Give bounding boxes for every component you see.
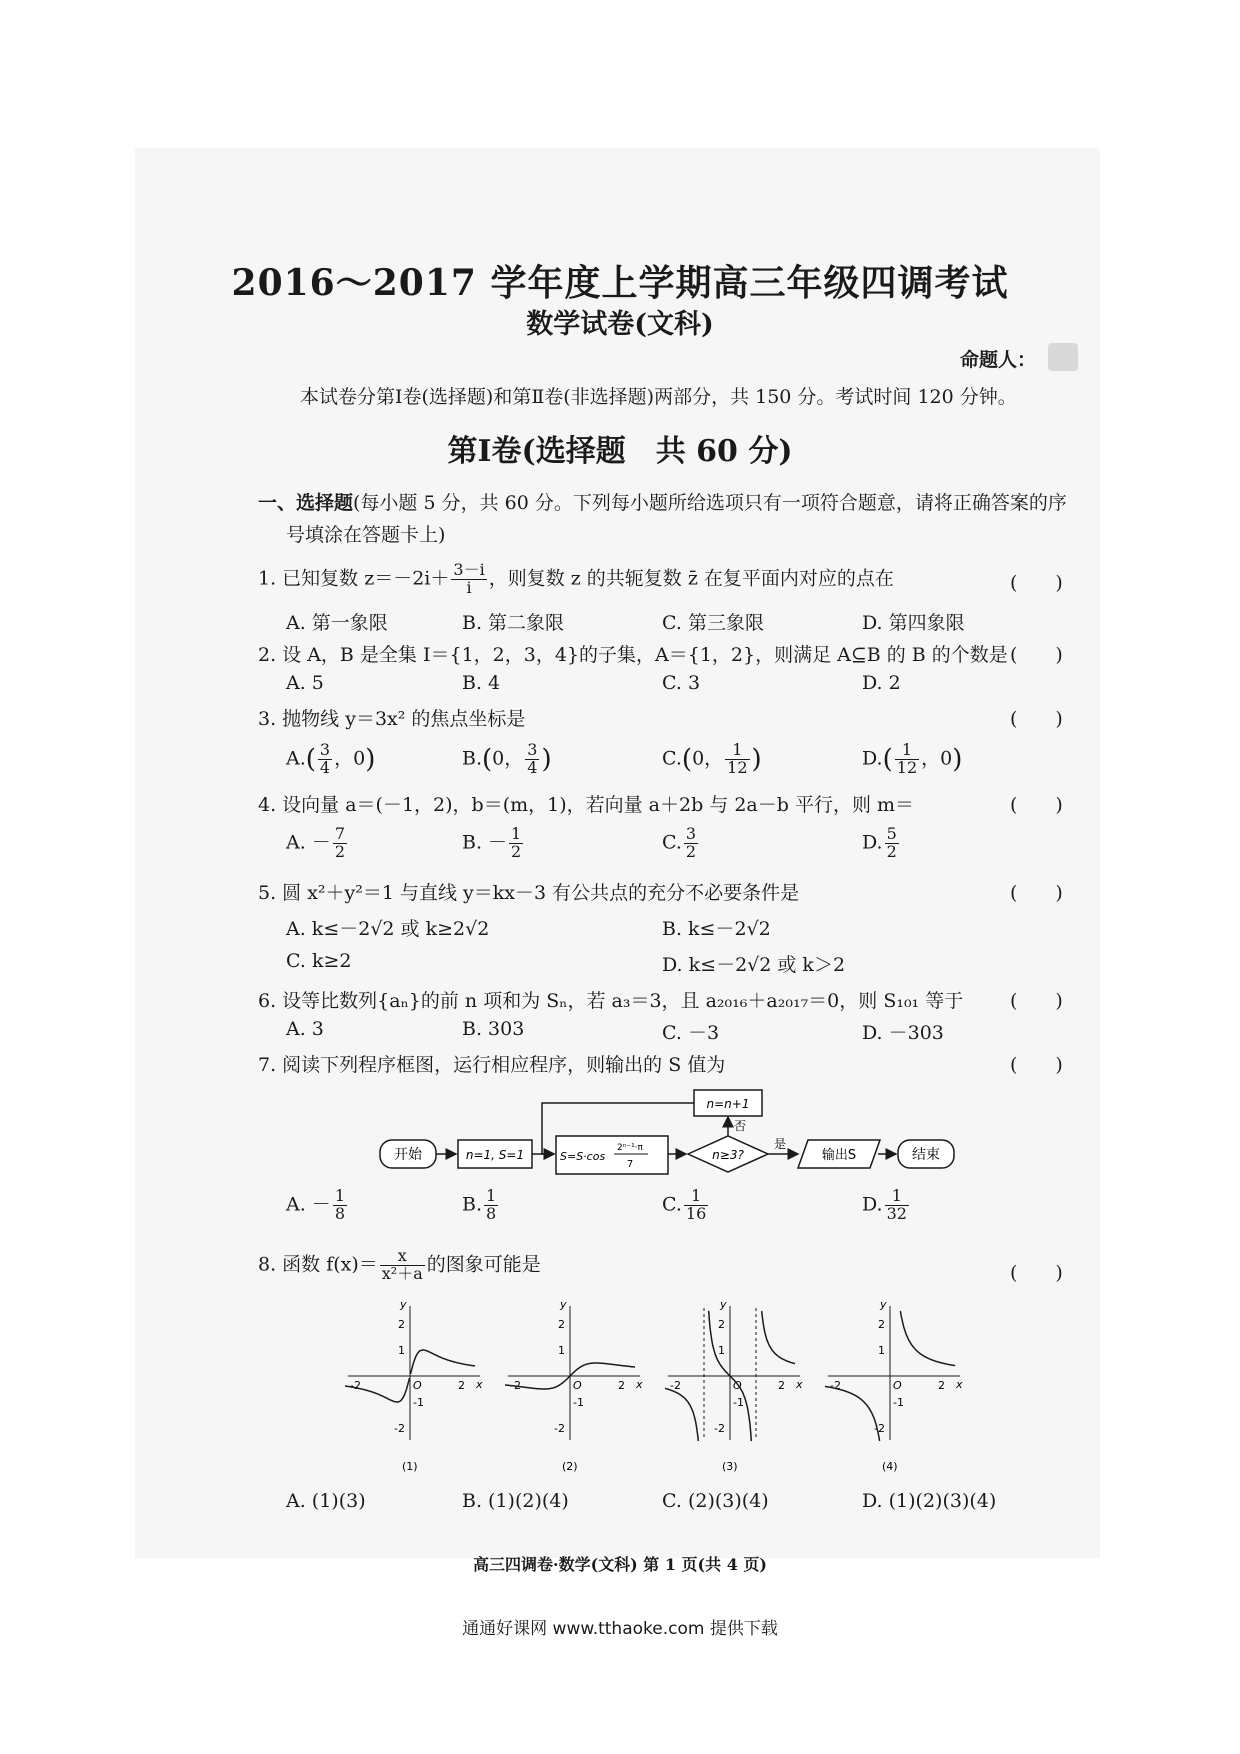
- x-axis-label: x: [636, 1378, 643, 1391]
- flow-assign-pre: S=S·cos: [560, 1150, 606, 1163]
- q4-option-c: [662, 826, 700, 861]
- question-1-stem: [258, 562, 894, 597]
- q3-b-fraction: [525, 742, 539, 777]
- q7-answer-paren: ( ): [1010, 1054, 1063, 1076]
- q4-d-den: 2: [886, 841, 897, 861]
- q2-option-d: D. 2: [862, 672, 901, 694]
- function-curve: [900, 1311, 955, 1366]
- q1-frac-den: i: [466, 577, 472, 597]
- exam-intro: 本试卷分第Ⅰ卷(选择题)和第Ⅱ卷(非选择题)两部分，共 150 分。考试时间 120 分钟。: [300, 386, 1017, 408]
- tick-y2: 2: [718, 1318, 725, 1331]
- q3-a-letter: A.: [286, 747, 306, 770]
- q4-b-letter: B. －: [462, 831, 508, 854]
- tick-yneg1: -1: [893, 1396, 904, 1409]
- tick-y1: 1: [558, 1344, 565, 1357]
- q3-a-fraction: [318, 742, 332, 777]
- flow-assign-den: 7: [626, 1159, 634, 1170]
- q3-b-num: 3: [527, 740, 538, 759]
- q7-a-den: 8: [334, 1203, 345, 1223]
- tick-neg2: -2: [350, 1379, 361, 1392]
- q8-option-c: C. (2)(3)(4): [662, 1490, 769, 1512]
- q4-c-num: 3: [685, 824, 697, 843]
- q6-option-d: D. －303: [862, 1022, 944, 1044]
- flow-yes-label: 是: [774, 1137, 787, 1151]
- tick-yneg1: -1: [413, 1396, 424, 1409]
- exam-subtitle: 数学试卷(文科): [526, 309, 714, 340]
- flow-increment-text: n=n+1: [706, 1097, 750, 1111]
- flow-output-text: 输出S: [821, 1148, 857, 1163]
- q7-b-fraction: [484, 1188, 498, 1223]
- q8-fraction: [380, 1248, 425, 1283]
- q3-c-den: 12: [727, 757, 748, 777]
- q1-frac-num: 3－i: [453, 560, 485, 579]
- q3-c-pre: 0，: [692, 747, 724, 770]
- q8-stem-pre: 8. 函数 f(x)＝: [258, 1253, 378, 1276]
- q1-fraction: [451, 562, 486, 597]
- x-axis-label: x: [476, 1378, 483, 1391]
- function-curve: [762, 1311, 795, 1364]
- tick-y1: 1: [878, 1344, 885, 1357]
- question-2-stem: 2. 设 A，B 是全集 I＝{1，2，3，4}的子集，A＝{1，2}，则满足 A⊆B 的 B 的个数是: [258, 644, 1008, 666]
- q3-option-b: B.(0， $\frac{3}{4}$ ): [462, 740, 552, 777]
- tick-y2: 2: [558, 1318, 565, 1331]
- q7-a-letter: A. －: [286, 1193, 331, 1216]
- origin-label: O: [413, 1379, 422, 1392]
- q7-d-fraction: [885, 1188, 909, 1223]
- q3-option-d: D.( $\frac{1}{12}$ ，0): [862, 740, 963, 777]
- q4-d-fraction: [885, 826, 899, 861]
- q1-answer-paren: ( ): [1010, 572, 1063, 594]
- q4-c-letter: C.: [662, 831, 682, 854]
- graph-2: [505, 1298, 643, 1473]
- tick-y1: 1: [718, 1344, 725, 1357]
- q1-option-c: C. 第三象限: [662, 612, 764, 634]
- question-6-stem: 6. 设等比数列{aₙ}的前 n 项和为 Sₙ，若 a₃＝3，且 a₂₀₁₆＋a₂₀₁₇＝0，则 S₁₀₁ 等于: [258, 990, 964, 1012]
- q3-a-den: 4: [319, 757, 331, 777]
- tick-yneg2: -2: [394, 1422, 405, 1435]
- q6-option-b: B. 303: [462, 1018, 525, 1040]
- origin-label: O: [893, 1379, 902, 1392]
- q7-option-b: [462, 1188, 500, 1223]
- tick-neg2: -2: [670, 1379, 681, 1392]
- graph-caption-3: (3): [722, 1460, 738, 1473]
- function-graphs: [340, 1296, 990, 1486]
- q7-c-den: 16: [685, 1203, 707, 1223]
- tick-2: 2: [458, 1379, 465, 1392]
- y-axis-label: y: [560, 1298, 567, 1311]
- graph-4: [825, 1298, 963, 1473]
- q2-option-a: A. 5: [286, 672, 324, 694]
- question-7-stem: 7. 阅读下列程序框图，运行相应程序，则输出的 S 值为: [258, 1054, 726, 1076]
- q4-b-num: 1: [511, 824, 522, 843]
- q8-option-a: A. (1)(3): [286, 1490, 366, 1512]
- q3-a-post: ，0: [334, 747, 366, 770]
- tick-neg2: -2: [830, 1379, 841, 1392]
- page-footer: 高三四调卷·数学(文科) 第 1 页(共 4 页): [473, 1555, 767, 1574]
- q4-option-d: [862, 826, 901, 861]
- q6-option-c: C. －3: [662, 1022, 720, 1044]
- flow-no-label: 否: [734, 1119, 747, 1133]
- q7-c-num: 1: [684, 1188, 708, 1206]
- q4-option-a: [286, 826, 349, 861]
- q4-a-letter: A. －: [286, 831, 331, 854]
- q1-option-a: A. 第一象限: [286, 612, 388, 634]
- q3-d-num: 1: [895, 742, 919, 760]
- tick-yneg1: -1: [733, 1396, 744, 1409]
- q7-a-num: 1: [334, 1186, 345, 1205]
- tick-neg2: -2: [510, 1379, 521, 1392]
- function-curve: [825, 1386, 880, 1441]
- origin-label: O: [573, 1379, 582, 1392]
- flowchart: [370, 1080, 970, 1200]
- section-desc-line2: 号填涂在答题卡上): [286, 524, 446, 546]
- tick-yneg1: -1: [573, 1396, 584, 1409]
- tick-yneg2: -2: [554, 1422, 565, 1435]
- q3-d-den: 12: [896, 757, 918, 777]
- q4-c-den: 2: [685, 841, 697, 861]
- q3-d-fraction: [895, 742, 919, 777]
- flow-condition-text: n≥3?: [712, 1148, 744, 1162]
- source-note: 通通好课网 www.tthaoke.com 提供下载: [462, 1619, 778, 1639]
- flow-start-text: 开始: [394, 1147, 422, 1163]
- y-axis-label: y: [880, 1298, 887, 1311]
- question-5-stem: 5. 圆 x²＋y²＝1 与直线 y＝kx－3 有公共点的充分不必要条件是: [258, 882, 800, 904]
- q2-answer-paren: ( ): [1010, 644, 1063, 666]
- q8-frac-num: x: [380, 1248, 425, 1266]
- q3-d-letter: D.: [862, 747, 883, 770]
- q4-a-fraction: [333, 826, 347, 861]
- q7-b-num: 1: [486, 1186, 497, 1205]
- q7-option-d: [862, 1188, 911, 1223]
- q8-answer-paren: ( ): [1010, 1262, 1063, 1284]
- q1-option-d: D. 第四象限: [862, 612, 965, 634]
- q1-stem-pre: 1. 已知复数 z＝－2i＋: [258, 567, 450, 590]
- q4-b-den: 2: [511, 841, 522, 861]
- q6-answer-paren: ( ): [1010, 990, 1063, 1012]
- q4-c-fraction: [684, 826, 698, 861]
- q3-d-post: ，0: [921, 747, 953, 770]
- q6-option-a: A. 3: [286, 1018, 324, 1040]
- q7-d-num: 1: [885, 1188, 909, 1206]
- q7-option-a: [286, 1188, 349, 1223]
- graph-3: [665, 1298, 803, 1473]
- exam-title: 2016～2017 学年度上学期高三年级四调考试: [231, 262, 1009, 304]
- x-axis-label: x: [796, 1378, 803, 1391]
- q3-answer-paren: ( ): [1010, 708, 1063, 730]
- q4-b-fraction: [509, 826, 523, 861]
- q7-option-c: [662, 1188, 710, 1223]
- q4-option-b: [462, 826, 525, 861]
- flow-init-text: n=1, S=1: [465, 1148, 525, 1162]
- graph-1: [345, 1298, 483, 1473]
- q3-b-den: 4: [527, 757, 538, 777]
- part-title: 第Ⅰ卷(选择题 共 60 分): [447, 434, 793, 469]
- q5-option-c: C. k≥2: [286, 950, 352, 972]
- x-axis-label: x: [956, 1378, 963, 1391]
- y-axis-label: y: [720, 1298, 727, 1311]
- graph-caption-2: (2): [562, 1460, 578, 1473]
- q7-d-letter: D.: [862, 1193, 883, 1216]
- q2-option-c: C. 3: [662, 672, 701, 694]
- question-4-stem: 4. 设向量 a＝(－1，2)，b＝(m，1)，若向量 a＋2b 与 2a－b 平行，则 m＝: [258, 794, 915, 816]
- q4-d-num: 5: [886, 824, 897, 843]
- q3-c-num: 1: [725, 742, 749, 760]
- y-axis-label: y: [400, 1298, 407, 1311]
- q7-c-letter: C.: [662, 1193, 682, 1216]
- question-3-stem: 3. 抛物线 y＝3x² 的焦点坐标是: [258, 708, 526, 730]
- q8-stem-post: 的图象可能是: [426, 1253, 541, 1276]
- q7-b-letter: B.: [462, 1193, 483, 1216]
- q4-answer-paren: ( ): [1010, 794, 1063, 816]
- tick-yneg2: -2: [714, 1422, 725, 1435]
- function-curve: [411, 1350, 476, 1374]
- q8-option-d: D. (1)(2)(3)(4): [862, 1490, 997, 1512]
- redacted-name: [1048, 343, 1078, 371]
- q3-b-pre: 0，: [492, 747, 524, 770]
- q3-option-c: C.(0， $\frac{1}{12}$ ): [662, 740, 762, 777]
- tick-y1: 1: [398, 1344, 405, 1357]
- q5-answer-paren: ( ): [1010, 882, 1063, 904]
- q4-a-den: 2: [334, 841, 345, 861]
- flow-assign-num: 2ⁿ⁻¹·π: [617, 1143, 643, 1153]
- q5-option-a: A. k≤－2√2 或 k≥2√2: [286, 918, 490, 940]
- q5-option-b: B. k≤－2√2: [662, 918, 771, 940]
- q7-b-den: 8: [486, 1203, 497, 1223]
- q2-option-b: B. 4: [462, 672, 501, 694]
- tick-y2: 2: [878, 1318, 885, 1331]
- question-8-stem: [258, 1248, 541, 1283]
- flow-end-text: 结束: [912, 1147, 940, 1163]
- section-heading: 一、选择题: [258, 492, 354, 514]
- q8-option-b: B. (1)(2)(4): [462, 1490, 569, 1512]
- setter-label: 命题人：: [960, 349, 1037, 371]
- q7-d-den: 32: [886, 1203, 907, 1223]
- q3-option-a: A.( $\frac{3}{4}$ ，0): [286, 740, 376, 777]
- tick-2: 2: [778, 1379, 785, 1392]
- tick-yneg2: -2: [874, 1422, 885, 1435]
- q1-option-b: B. 第二象限: [462, 612, 565, 634]
- graph-caption-4: (4): [882, 1460, 898, 1473]
- q5-option-d: D. k≤－2√2 或 k＞2: [662, 954, 846, 976]
- function-curve: [665, 1388, 698, 1441]
- q7-a-fraction: [333, 1188, 347, 1223]
- q4-a-num: 7: [334, 824, 345, 843]
- q3-c-fraction: [725, 742, 749, 777]
- section-description: [258, 488, 1067, 515]
- tick-2: 2: [618, 1379, 625, 1392]
- q3-c-letter: C.: [662, 747, 682, 770]
- q8-frac-den: x²＋a: [381, 1263, 423, 1283]
- q3-b-letter: B.: [462, 747, 483, 770]
- tick-2: 2: [938, 1379, 945, 1392]
- section-desc-line1: (每小题 5 分，共 60 分。下列每小题所给选项只有一项符合题意，请将正确答案的序: [353, 492, 1067, 514]
- q1-stem-post: ，则复数 z 的共轭复数 z̄ 在复平面内对应的点在: [488, 567, 894, 590]
- q7-c-fraction: [684, 1188, 708, 1223]
- q3-a-num: 3: [319, 740, 331, 759]
- graph-caption-1: (1): [402, 1460, 418, 1473]
- origin-label: O: [733, 1379, 742, 1392]
- q4-d-letter: D.: [862, 831, 883, 854]
- tick-y2: 2: [398, 1318, 405, 1331]
